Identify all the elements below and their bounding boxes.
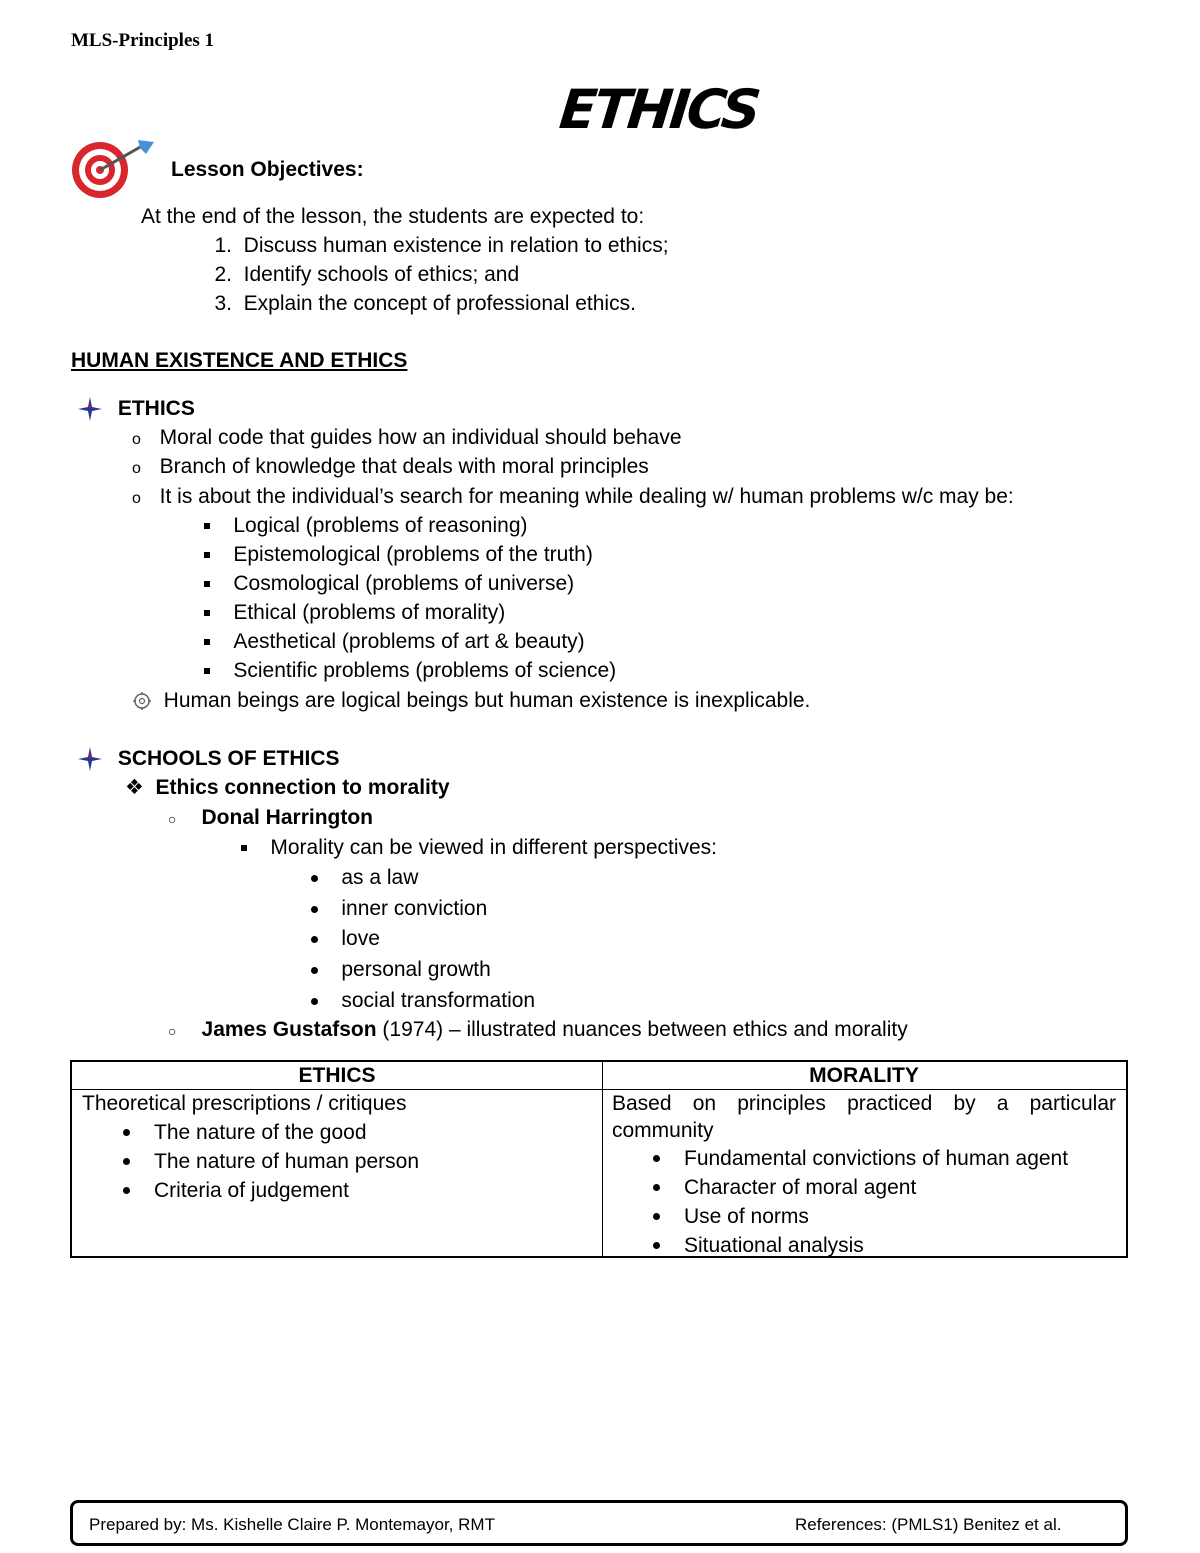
target-icon	[70, 136, 156, 202]
ethics-point: o It is about the individual’s search for meaning while dealing w/ human problems w/c may be:	[132, 485, 1014, 508]
prepared-by: Prepared by: Ms. Kishelle Claire P. Montemayor, RMT	[89, 1515, 495, 1534]
problem-item: Logical (problems of reasoning)	[204, 511, 528, 540]
list-item: Fundamental convictions of human agent	[684, 1144, 1126, 1173]
star-bullet-icon	[78, 747, 102, 771]
list-item: Character of moral agent	[684, 1173, 1126, 1202]
table-header-ethics: ETHICS	[72, 1062, 602, 1090]
list-item: The nature of human person	[154, 1147, 602, 1176]
gustafson-item: ○ James Gustafson (1974) – illustrated nuances between ethics and morality	[168, 1018, 908, 1041]
objectives-label: Lesson Objectives:	[171, 158, 364, 181]
table-header-morality: MORALITY	[602, 1062, 1126, 1090]
list-item: The nature of the good	[154, 1118, 602, 1147]
star-bullet-icon	[78, 397, 102, 421]
ethics-item: ETHICS	[78, 394, 195, 423]
diamond-bullet-icon: ❖	[125, 776, 144, 799]
objective-item: 2. Identify schools of ethics; and	[214, 263, 520, 286]
perspective-item: social transformation	[311, 986, 535, 1015]
objective-item: 1. Discuss human existence in relation to ethics;	[214, 234, 669, 257]
problem-item: Epistemological (problems of the truth)	[204, 540, 593, 569]
schools-sub: ❖ Ethics connection to morality	[125, 776, 450, 799]
references: References: (PMLS1) Benitez et al.	[795, 1515, 1062, 1534]
perspective-item: as a law	[311, 863, 418, 892]
ethics-column	[72, 1062, 603, 1256]
perspective-item: personal growth	[311, 955, 491, 984]
section-heading: HUMAN EXISTENCE AND ETHICS	[71, 349, 408, 372]
gear-bullet-icon	[132, 691, 152, 711]
course-label: MLS-Principles 1	[71, 30, 215, 51]
page-title: ETHICS	[556, 78, 761, 141]
comparison-table	[70, 1060, 1128, 1258]
perspective-item: inner conviction	[311, 894, 487, 923]
problem-item: Cosmological (problems of universe)	[204, 569, 574, 598]
list-item: Use of norms	[684, 1202, 1126, 1231]
list-item: Criteria of judgement	[154, 1176, 602, 1205]
harrington-point: Morality can be viewed in different perspectives:	[241, 833, 717, 862]
perspective-item: love	[311, 924, 380, 953]
schools-item: SCHOOLS OF ETHICS	[78, 744, 340, 773]
objective-item: 3. Explain the concept of professional ethics.	[214, 292, 636, 315]
objectives-intro: At the end of the lesson, the students are expected to:	[141, 205, 645, 228]
ethics-point: o Branch of knowledge that deals with moral principles	[132, 455, 649, 478]
problem-item: Scientific problems (problems of science)	[204, 656, 616, 685]
ethics-note: Human beings are logical beings but human existence is inexplicable.	[132, 686, 810, 715]
ethics-point: o Moral code that guides how an individual should behave	[132, 426, 682, 449]
morality-list	[602, 1144, 1126, 1260]
footer	[70, 1500, 1128, 1546]
problem-item: Aesthetical (problems of art & beauty)	[204, 627, 585, 656]
morality-column	[602, 1062, 1126, 1256]
list-item: Situational analysis	[684, 1231, 1126, 1260]
problem-item: Ethical (problems of morality)	[204, 598, 505, 627]
ethics-list	[72, 1118, 602, 1205]
morality-intro: Based on principles practiced by a particular community	[612, 1092, 1116, 1142]
harrington-item: ○ Donal Harrington	[168, 806, 374, 829]
ethics-intro: Theoretical prescriptions / critiques	[82, 1092, 407, 1115]
